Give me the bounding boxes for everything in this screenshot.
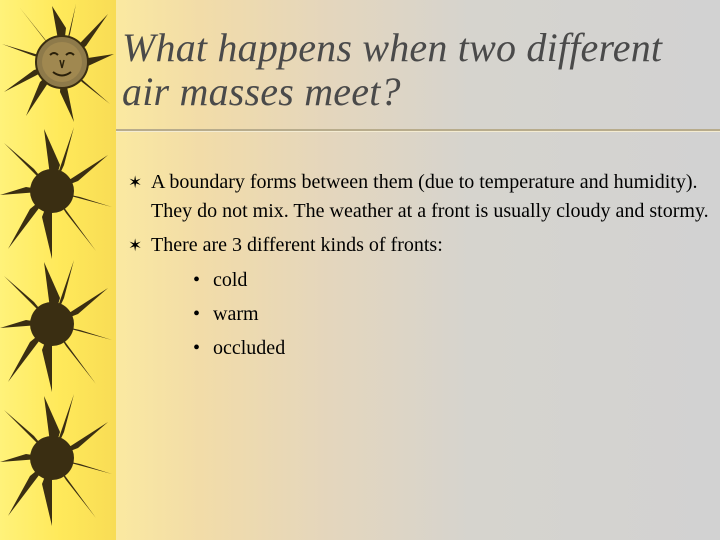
sub-list-item [151,300,713,328]
star-bullet-icon: ✶ [128,173,143,192]
dot-bullet-icon: • [193,337,201,359]
sub-bullet-list [151,266,713,362]
sun-face-icon [0,0,120,125]
bullet-text: There are 3 different kinds of fronts: [151,234,443,256]
sub-item-text: occluded [213,337,286,359]
list-item [128,231,713,362]
bullet-text: A boundary forms between them (due to temperature and humidity). They do not mix. The weather at a front is usually cloudy and stormy. [151,171,709,222]
sub-list-item [151,266,713,294]
list-item [128,168,713,226]
sub-item-text: cold [213,269,248,291]
dot-bullet-icon: • [193,269,201,291]
sub-item-text: warm [213,303,259,325]
dot-bullet-icon: • [193,303,201,325]
sun-icon [0,125,115,260]
sun-icon [0,392,115,527]
star-bullet-icon: ✶ [128,236,143,255]
sub-list-item [151,334,713,362]
bullet-list [128,168,713,367]
sun-icon [0,258,115,393]
title-divider [116,129,720,131]
slide-title: What happens when two different air masses meet? [122,25,663,114]
